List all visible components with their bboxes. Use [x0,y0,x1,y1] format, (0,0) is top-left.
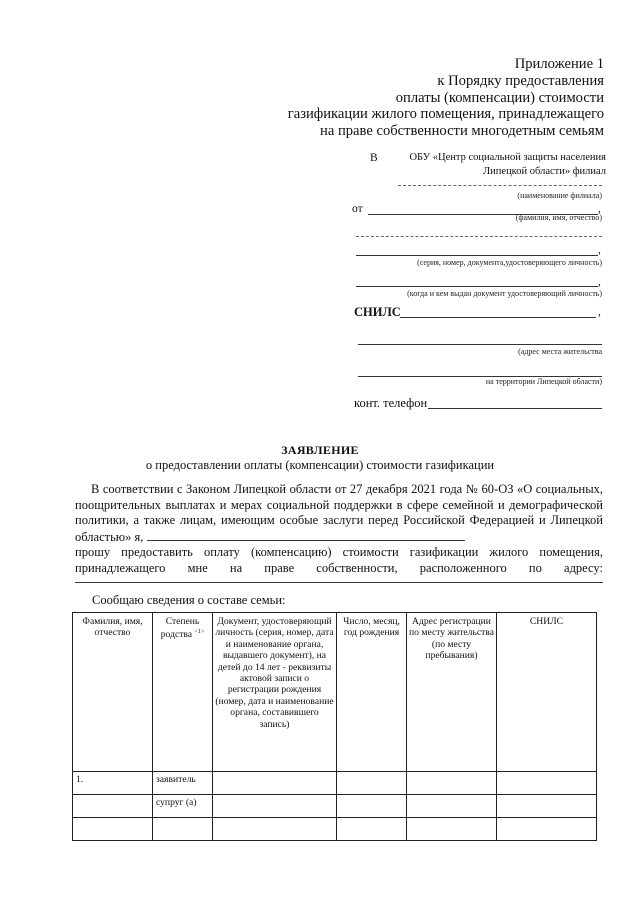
appendix-line: Приложение 1 [514,56,604,72]
header-address: Адрес регистрации по месту жительства (по месту пребывания) [407,613,497,772]
table-row [73,772,597,795]
appendix-line: к Порядку предоставления [437,72,604,89]
comma: , [598,276,601,288]
row-document[interactable] [213,818,337,841]
row-number[interactable]: 1. [73,772,153,795]
region-hint: на территории Липецкой области) [485,377,602,386]
snils-field[interactable] [400,305,596,318]
id-document-field[interactable] [356,244,598,256]
comma: , [598,203,601,215]
appendix-header [288,56,604,140]
phone-field[interactable] [428,396,602,409]
applicant-full-name-field[interactable] [147,529,465,541]
family-table [72,612,597,841]
appendix-line: оплаты (компенсации) стоимости [395,89,604,106]
row-number[interactable] [73,795,153,818]
row-relation[interactable] [153,818,213,841]
statement-paragraph [75,482,603,545]
row-birthdate[interactable] [337,818,407,841]
org-line-1: ОБУ «Центр социальной защиты населения [409,152,606,163]
header-document: Документ, удостоверяющий личность (серия, номер, дата и наименование органа, выдавшего документ), на детей до 14 лет - реквизиты актовой записи о регистрации рождения (номер, дата и наименование органа, составившего запись) [213,613,337,772]
statement-text: В соответствии с Законом Липецкой области от 27 декабря 2021 года № 60-ОЗ «О социальных, поощрительных выплатах и мерах социальной поддержки в сфере семейной и демографической политики, а также лицам, имеющим особые заслуги перед Российской Федерацией и Липецкой областью» я, [75,482,603,544]
footnote-marker: <1> [194,629,205,636]
id-issued-field[interactable] [356,275,598,287]
to-prefix: В [370,152,378,164]
header-snils: СНИЛС [497,613,597,772]
phone-label: конт. телефон [354,396,428,410]
org-line-2: Липецкой области» филиал [483,166,606,177]
row-number[interactable] [73,818,153,841]
row-birthdate[interactable] [337,795,407,818]
comma: , [598,244,601,256]
name-hint: (фамилия, имя, отчество) [515,213,602,222]
row-snils[interactable] [497,795,597,818]
residence-field-2[interactable] [358,366,602,377]
id-document-hint: (серия, номер, документа,удостоверяющего личность) [417,258,602,267]
appendix-line: на праве собственности многодетным семьям [320,123,604,140]
from-prefix: от [352,203,363,215]
row-document[interactable] [213,772,337,795]
snils-label: СНИЛС [354,305,401,319]
row-snils[interactable] [497,818,597,841]
document-title: ЗАЯВЛЕНИЕ [281,443,359,457]
family-intro: Сообщаю сведения о составе семьи: [92,593,286,607]
name-field-line-2[interactable] [356,235,602,237]
residence-hint: (адрес места жительства [518,347,602,356]
appendix-line: газификации жилого помещения, принадлежащего [287,106,604,123]
property-address-field[interactable] [75,572,603,583]
residence-field[interactable] [358,334,602,345]
row-address[interactable] [407,772,497,795]
branch-hint: (наименование филиала) [517,191,602,200]
comma: , [598,306,601,318]
branch-field[interactable] [398,183,602,186]
row-relation[interactable]: заявитель [153,772,213,795]
row-address[interactable] [407,818,497,841]
header-name: Фамилия, имя, отчество [73,613,153,772]
table-header-row [73,613,597,772]
header-relation [153,613,213,772]
table-row [73,818,597,841]
row-document[interactable] [213,795,337,818]
row-snils[interactable] [497,772,597,795]
header-birthdate: Число, месяц, год рождения [337,613,407,772]
request-text: прошу предоставить оплату (компенсацию) стоимости газификации жилого помещения, принадлежащего мне на праве собственности, расположенного по адресу: [75,545,603,575]
id-issued-hint: (когда и кем выдан документ удостоверяющий личность) [407,289,602,298]
table-row [73,795,597,818]
row-address[interactable] [407,795,497,818]
row-birthdate[interactable] [337,772,407,795]
row-relation[interactable]: супруг (а) [153,795,213,818]
header-relation-text: Степень родства [160,616,200,641]
document-subtitle: о предоставлении оплаты (компенсации) стоимости газификации [145,458,495,472]
